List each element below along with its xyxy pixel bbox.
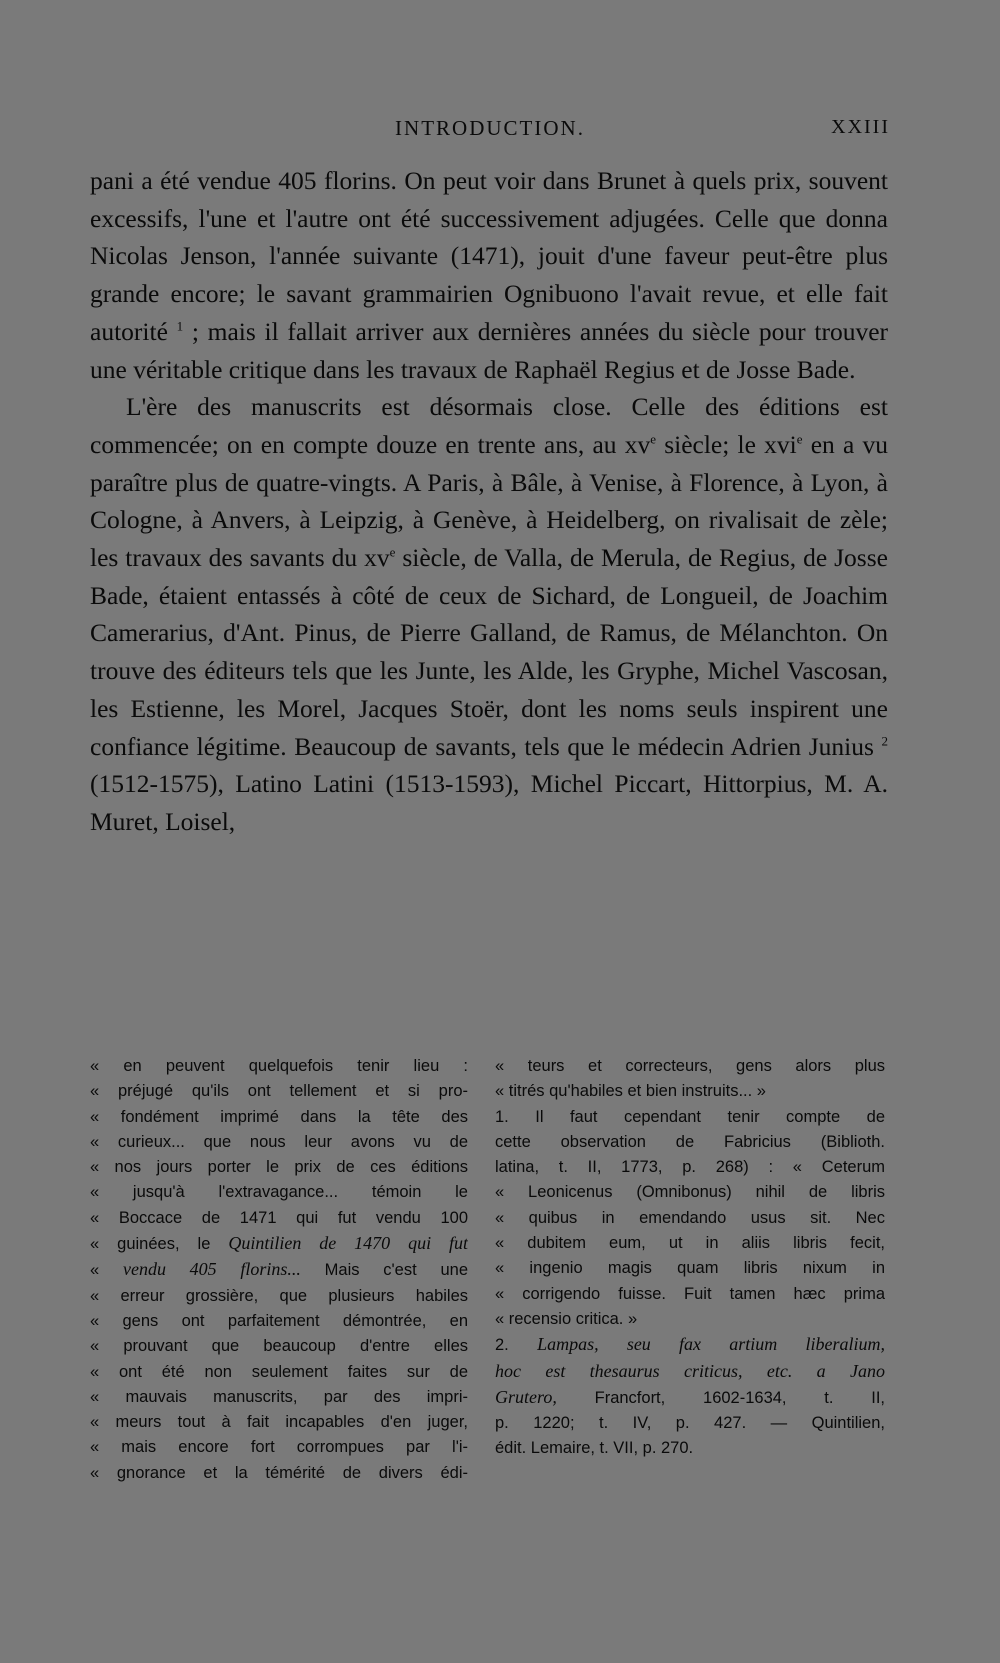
footnote-line: « jusqu'à l'extravagance... témoin le [90, 1183, 468, 1202]
footnote-line: « quibus in emendando usus sit. Nec [495, 1208, 885, 1227]
footnote-line: Grutero, Francfort, 1602-1634, t. II, [495, 1386, 885, 1407]
footnote-column-left [90, 1054, 468, 1486]
footnote-column-right [495, 1054, 885, 1462]
footnote-line: « nos jours porter le prix de ces éditions [90, 1158, 468, 1177]
footnote-2-start: 2. Lampas, seu fax artium liberalium, [495, 1334, 885, 1355]
footnote-line: « erreur grossière, que plusieurs habiles [90, 1286, 468, 1305]
footnote-line: p. 1220; t. IV, p. 427. — Quintilien, [495, 1414, 885, 1433]
footnote-line: hoc est thesaurus criticus, etc. a Jano [495, 1360, 885, 1381]
footnote-line: « prouvant que beaucoup d'entre elles [90, 1337, 468, 1356]
footnote-line: « en peuvent quelquefois tenir lieu : [90, 1057, 468, 1075]
footnote-1-start: 1. Il faut cependant tenir compte de [495, 1107, 885, 1126]
footnote-ref-1[interactable]: 1 [176, 318, 184, 334]
paragraph-2: L'ère des manuscrits est désormais close. Celle des éditions est commencée; on en compte douze en trente ans, au $xv^e$ siècle; le xvi$^e$ en a vu paraître plus de quatre-vingts. A Paris, à Bâle, à Venise, à Florence, à Lyon, à Cologne, à Anvers, à Leipzig, à Genève, à Heidelberg, on rivalisait de zèle; les travaux des savants du $xv^e$ siècle, de Valla, de Merula, de Regius, de Josse Bade, étaient entassés à côté de ceux de Sichard, de Longueil, de Joachim Camerarius, d'Ant. Pinus, de Pierre Galland, de Ramus, de Mélanchton. On trouve des éditeurs tels que les Junte, les Alde, les Gryphe, Michel Vascosan, les Estienne, les Morel, Jacques Stoër, dont les noms seuls inspirent une confiance légitime. Beaucoup de savants, tels que le médecin Adrien Junius $^2$ (1512-1575), Latino Latini (1513-1593), Michel Piccart, Hittorpius, M. A. Muret, Loisel, [90, 392, 889, 836]
footnote-line: « vendu 405 florins... Mais c'est une [90, 1259, 468, 1280]
page-number: XXIII [831, 116, 890, 138]
footnote-line: « guinées, le Quintilien de 1470 qui fut [90, 1233, 468, 1254]
footnote-line: « gnorance et la témérité de divers édi- [90, 1463, 468, 1482]
running-head: INTRODUCTION. [395, 116, 585, 140]
footnote-line: « ingenio magis quam libris nixum in [495, 1259, 885, 1278]
footnote-line: « dubitem eum, ut in aliis libris fecit, [495, 1234, 885, 1253]
footnote-line: « meurs tout à fait incapables d'en juger, [90, 1413, 468, 1432]
footnote-line: « titrés qu'habiles et bien instruits... » [495, 1082, 766, 1101]
footnote-line: « fondément imprimé dans la tête des [90, 1107, 468, 1126]
footnote-line: « teurs et correcteurs, gens alors plus [495, 1057, 885, 1075]
page-header [90, 112, 890, 144]
footnote-line: « corrigendo fuisse. Fuit tamen hæc prima [495, 1284, 885, 1303]
footnote-ref-2[interactable]: 2 [881, 733, 889, 749]
footnote-line: « Boccace de 1471 qui fut vendu 100 [90, 1208, 468, 1227]
footnote-line: « recensio critica. » [495, 1309, 638, 1328]
footnote-line: édit. Lemaire, t. VII, p. 270. [495, 1439, 694, 1458]
footnote-line: latina, t. II, 1773, p. 268) : « Ceterum [495, 1158, 885, 1177]
footnote-line: « ont été non seulement faites sur de [90, 1362, 468, 1381]
footnote-line: cette observation de Fabricius (Biblioth. [495, 1132, 885, 1151]
paragraph-1: pani a été vendue 405 florins. On peut voir dans Brunet à quels prix, souvent excessifs, l'une et l'autre ont été successivement adjugées. Celle que donna Nicolas Jenson, l'année suivante (1471), jouit d'une faveur peut-être plus grande encore; le savant grammairien Ognibuono l'avait revue, et elle fait autorité $^1$ ; mais il fallait arriver aux dernières années du siècle pour trouver une véritable critique dans les travaux de Raphaël Regius et de Josse Bade. [90, 166, 889, 384]
main-text [90, 162, 888, 841]
footnote-line: « mauvais manuscrits, par des impri- [90, 1387, 468, 1406]
footnote-line: « mais encore fort corrompues par l'i- [90, 1438, 468, 1457]
footnote-line: « préjugé qu'ils ont tellement et si pro- [90, 1082, 468, 1101]
footnotes [90, 1054, 888, 1514]
footnote-line: « Leonicenus (Omnibonus) nihil de libris [495, 1183, 885, 1202]
footnote-line: « curieux... que nous leur avons vu de [90, 1132, 468, 1151]
footnote-line: « gens ont parfaitement démontrée, en [90, 1311, 468, 1330]
